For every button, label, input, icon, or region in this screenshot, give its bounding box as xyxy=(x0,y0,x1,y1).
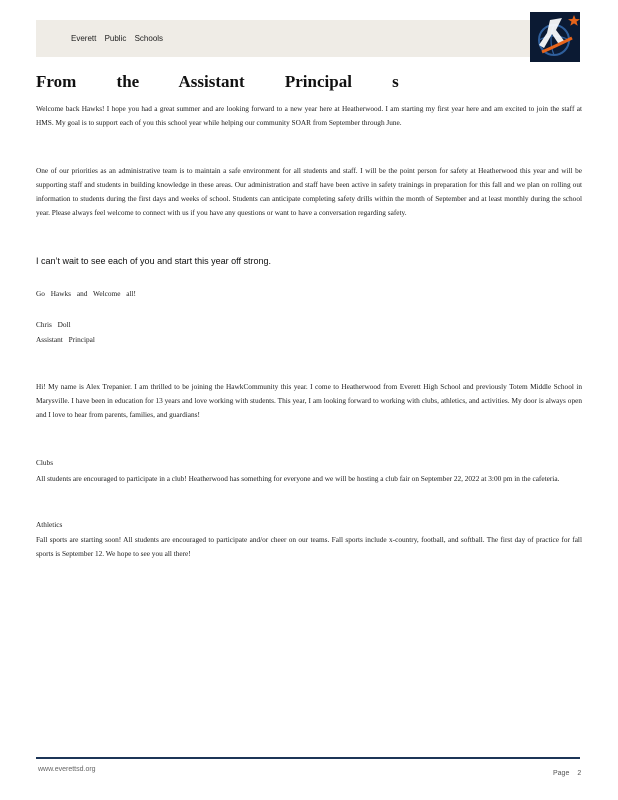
page-number: 2 xyxy=(577,770,582,777)
intro-paragraph: Hi! My name is Alex Trepanier. I am thrilled to be joining the HawkCommunity this year. I come to Heatherwood from Everett High School and previously Totem Middle School in Marysville. I have been in education for 13 years and love working with students. This year, I am looking forward to working with clubs, athletics, and activities. My door is always open and I love to hear from parents, families, and guardians! xyxy=(36,382,582,419)
footer-rule xyxy=(36,757,580,759)
athletics-paragraph: Fall sports are starting soon! All students are encouraged to participate and/or cheer on our teams. Fall sports include x-country, football, and softball. The first day of practice for fall sports is September 12. We hope to see you all there! xyxy=(36,535,582,558)
page-title: From the Assistant Principal s xyxy=(36,72,399,91)
page-label: Page xyxy=(553,770,570,777)
district-name: Everett Public Schools xyxy=(71,34,164,43)
signature-name: Chris Doll xyxy=(36,320,71,329)
clubs-heading: Clubs xyxy=(36,458,54,467)
safety-paragraph: One of our priorities as an administrative team is to maintain a safe environment for all students and staff. I will be the point person for safety at Heatherwood this year and will be supporting staff and students in building knowledge in these areas. Our administration and staff have been active in safety trainings in preparation for this fall and we plan on rolling out information to students during the first days and weeks of school. Students can anticipate completing safety drills within the month of September and at least monthly during the school year. Please always feel welcome to connect with us if you have any questions or want to have a conversation regarding safety. xyxy=(36,166,582,217)
footer-url[interactable]: www.everettsd.org xyxy=(38,766,96,773)
closing-line: Go Hawks and Welcome all! xyxy=(36,289,136,298)
callout-text: I can’t wait to see each of you and start this year off strong. xyxy=(36,256,271,266)
signature-role: Assistant Principal xyxy=(36,335,95,344)
welcome-paragraph: Welcome back Hawks! I hope you had a great summer and are looking forward to a new year here at Heatherwood. I am starting my first year here and am excited to join the staff at HMS. My goal is to support each of you this school year while helping our community SOAR from September through June. xyxy=(36,104,582,127)
page-indicator xyxy=(553,770,581,777)
athletics-heading: Athletics xyxy=(36,520,63,529)
logo xyxy=(530,12,580,62)
everett-schools-logo-icon xyxy=(530,12,580,62)
clubs-paragraph: All students are encouraged to participate in a club! Heatherwood has something for everyone and we will be hosting a club fair on September 22, 2022 at 3:00 pm in the cafeteria. xyxy=(36,474,560,483)
